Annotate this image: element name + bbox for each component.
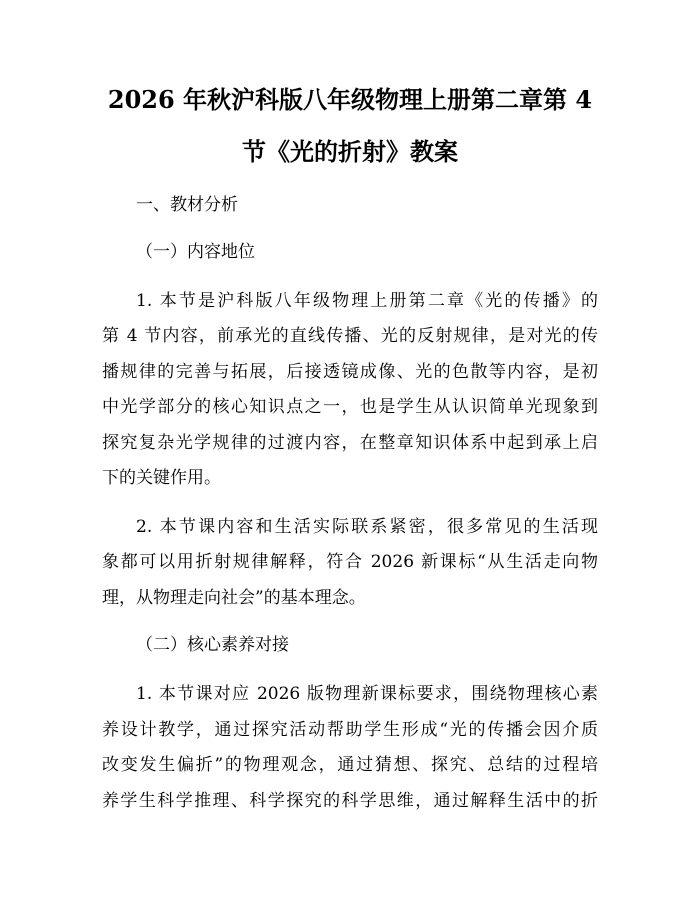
paragraph-2-line: 理，从物理走向社会”的基本理念。 [102, 588, 366, 608]
document-title-line-2: 节《光的折射》教案 [242, 137, 458, 166]
paragraph-1-line: 探究复杂光学规律的过渡内容，在整章知识体系中起到承上启 [102, 433, 598, 453]
subsection-heading-core-literacy: （二）核心素养对接 [136, 635, 289, 655]
section-heading: 一、教材分析 [136, 195, 238, 215]
paragraph-3-line: 改变发生偏折”的物理观念，通过猜想、探究、总结的过程培 [102, 755, 598, 775]
paragraph-3-line: 养设计教学，通过探究活动帮助学生形成“光的传播会因介质 [102, 720, 598, 740]
paragraph-3-line: 1. 本节课对应 2026 版物理新课标要求，围绕物理核心素 [136, 684, 598, 704]
paragraph-1-line: 1. 本节是沪科版八年级物理上册第二章《光的传播》的 [136, 291, 598, 311]
subsection-heading-content-position: （一）内容地位 [136, 242, 255, 262]
paragraph-1-line: 第 4 节内容，前承光的直线传播、光的反射规律，是对光的传 [102, 326, 598, 346]
paragraph-2-line: 象都可以用折射规律解释，符合 2026 新课标“从生活走向物 [102, 552, 598, 572]
paragraph-1-line: 中光学部分的核心知识点之一，也是学生从认识简单光现象到 [102, 397, 598, 417]
paragraph-2-line: 2. 本节课内容和生活实际联系紧密，很多常见的生活现 [136, 517, 598, 537]
paragraph-1-line: 播规律的完善与拓展，后接透镜成像、光的色散等内容，是初 [102, 362, 598, 382]
document-title-line-1: 2026 年秋沪科版八年级物理上册第二章第 4 [107, 85, 593, 114]
paragraph-3-line: 养学生科学推理、科学探究的科学思维，通过解释生活中的折 [102, 791, 598, 811]
paragraph-1-line: 下的关键作用。 [102, 468, 221, 488]
